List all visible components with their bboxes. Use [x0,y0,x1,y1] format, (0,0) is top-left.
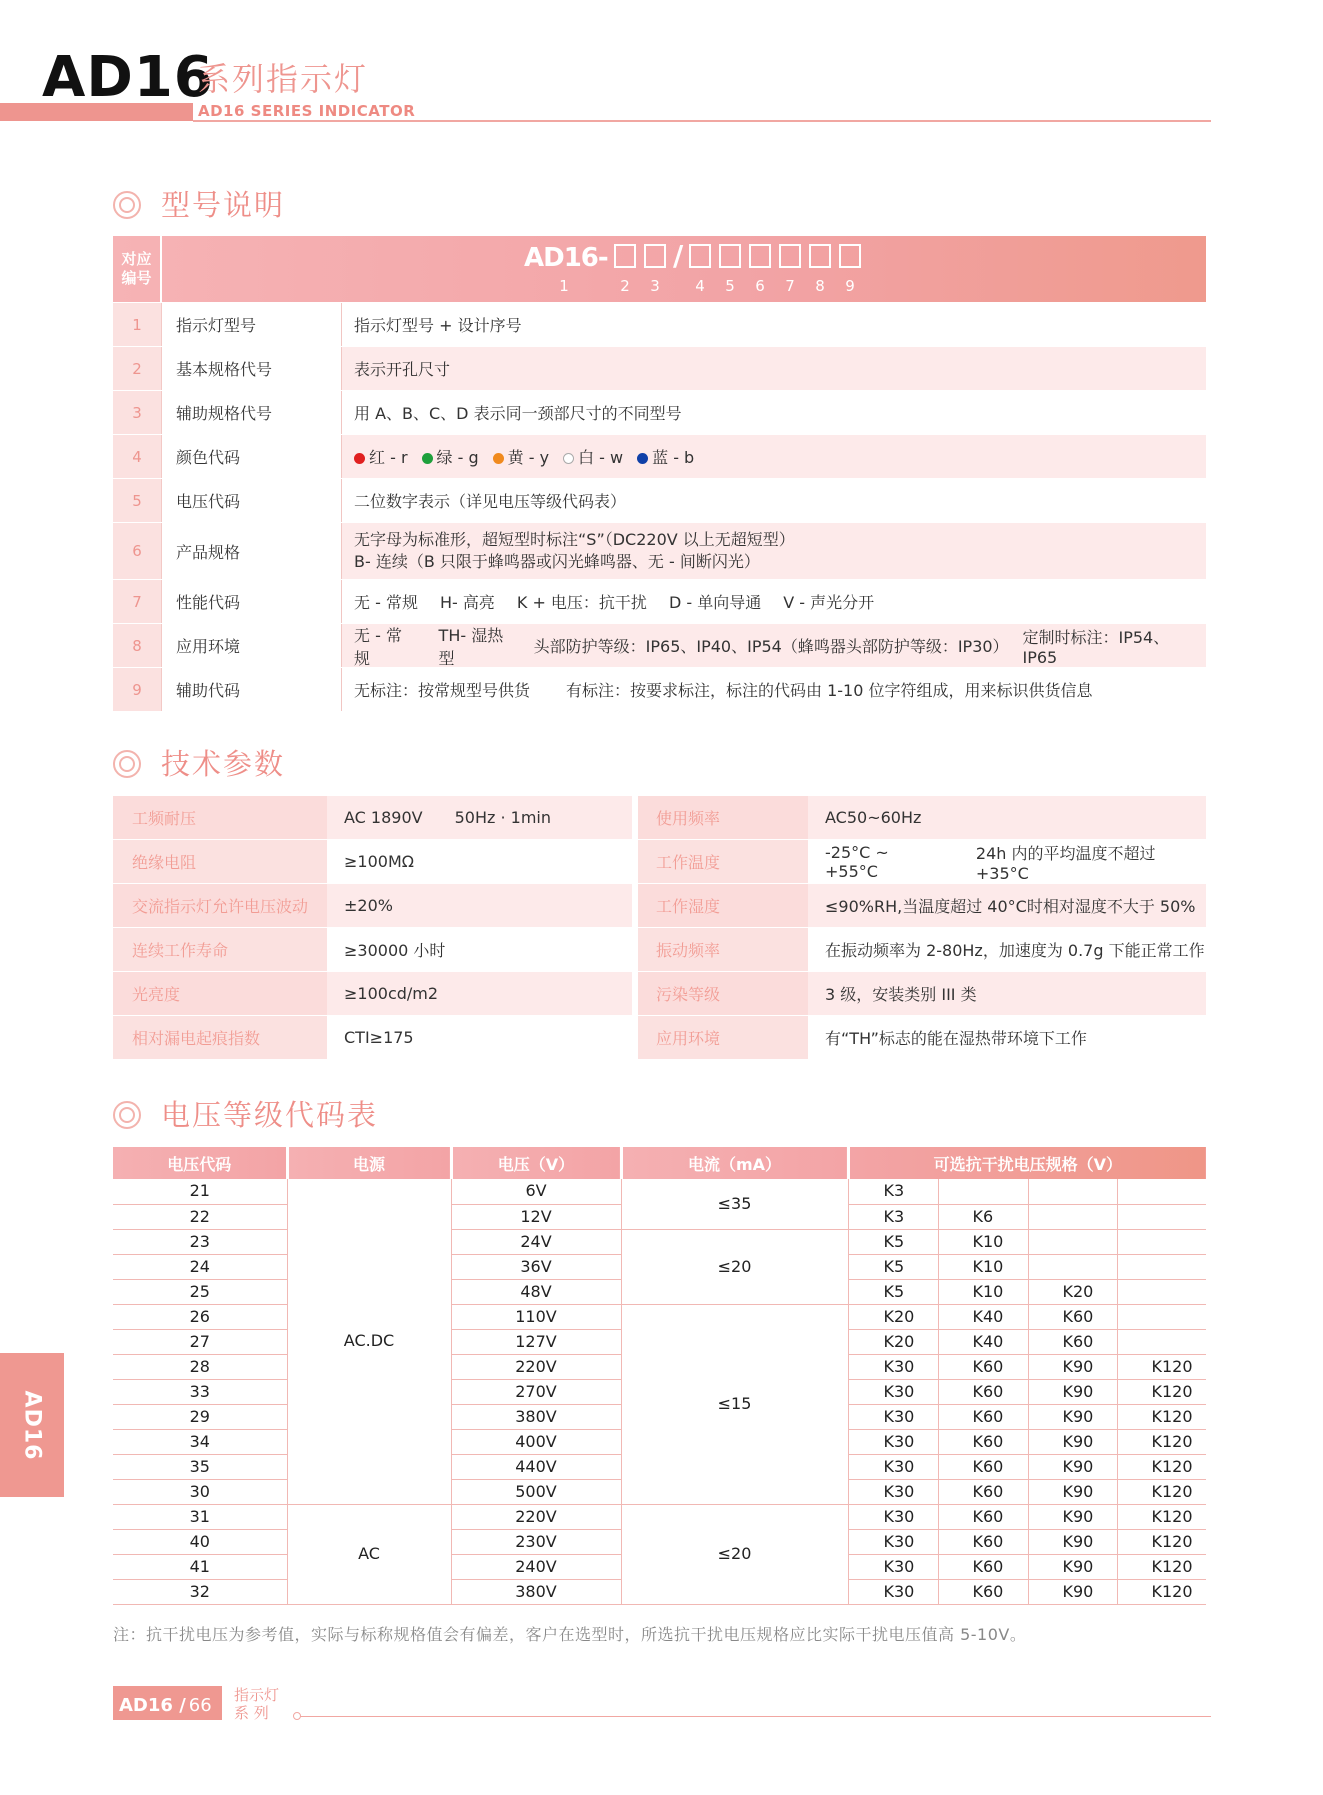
anti-interference-cell: K90 [1028,1529,1117,1554]
position-number: 3 [650,277,660,295]
anti-interference-cell [1028,1204,1117,1229]
anti-interference-cell: K90 [1028,1579,1117,1604]
section-title-model [113,188,285,222]
voltage-code-cell: 24 [113,1254,287,1279]
row-name: 基本规格代号 [162,347,342,390]
color-code-white [563,445,623,468]
voltage-code-cell: 34 [113,1429,287,1454]
anti-interference-cell: K10 [938,1279,1028,1304]
anti-interference-cell: K60 [938,1529,1028,1554]
anti-interference-cell: K6 [938,1204,1028,1229]
anti-interference-cell: K60 [938,1479,1028,1504]
row-name: 颜色代码 [162,435,342,478]
anti-interference-cell: K30 [848,1429,938,1454]
anti-interference-cell: K30 [848,1529,938,1554]
tech-row [113,840,1206,884]
param-label: 工作温度 [638,840,808,883]
model-row [113,667,1206,711]
param-value: ≥100MΩ [327,840,632,883]
row-part: 无标注：按常规型号供货 [354,681,531,700]
row-number: 7 [113,580,162,623]
anti-interference-cell [1028,1179,1117,1204]
model-code-prefix: AD16- [524,243,608,273]
row-number: 4 [113,435,162,478]
anti-interference-cell: K60 [938,1579,1028,1604]
anti-interference-cell: K30 [848,1579,938,1604]
anti-interference-cell [1117,1304,1206,1329]
anti-interference-cell: K30 [848,1379,938,1404]
anti-interference-cell: K120 [1117,1379,1206,1404]
voltage-cell: 270V [451,1379,621,1404]
anti-interference-cell: K40 [938,1329,1028,1354]
param-value: ≥100cd/m2 [327,972,632,1015]
voltage-cell: 440V [451,1454,621,1479]
anti-interference-cell: K30 [848,1504,938,1529]
voltage-code-cell: 21 [113,1179,287,1204]
row-number: 9 [113,668,162,711]
param-label: 交流指示灯允许电压波动 [113,884,327,927]
voltage-cell: 220V [451,1354,621,1379]
row-number: 6 [113,523,162,579]
position-number: 8 [815,277,825,295]
param-label: 相对漏电起痕指数 [113,1016,327,1059]
row-description-line: 无字母为标准形，超短型时标注“S”（DC220V 以上无超短型） [354,530,795,549]
param-value: ≤90%RH,当温度超过 40°C时相对湿度不大于 50% [808,884,1206,927]
section-title-voltage [113,1098,378,1132]
voltage-cell: 500V [451,1479,621,1504]
voltage-code-table [113,1147,1206,1605]
anti-interference-cell: K60 [938,1354,1028,1379]
row-number: 3 [113,391,162,434]
row-part: 无 - 常规 [354,625,402,668]
code-slot-box [749,244,771,268]
anti-interference-cell: K90 [1028,1354,1117,1379]
anti-interference-cell: K5 [848,1229,938,1254]
row-name: 应用环境 [162,624,342,667]
voltage-code-cell: 33 [113,1379,287,1404]
column-header: 可选抗干扰电压规格（V） [848,1147,1206,1179]
row-description [342,668,1206,711]
section-title-text: 电压等级代码表 [161,1098,379,1132]
voltage-code-cell: 29 [113,1404,287,1429]
anti-interference-cell: K20 [848,1304,938,1329]
row-part: K + 电压：抗干扰 [516,593,647,612]
voltage-code-cell: 23 [113,1229,287,1254]
current-cell: ≤15 [621,1304,848,1504]
table-row [113,1229,1206,1254]
tech-row [113,928,1206,972]
code-slot-box [839,244,861,268]
voltage-code-cell: 27 [113,1329,287,1354]
voltage-code-cell: 35 [113,1454,287,1479]
row-number: 2 [113,347,162,390]
white-dot-icon [563,453,574,464]
row-description [342,624,1206,667]
side-tab-label: AD16 [19,1390,45,1460]
anti-interference-cell: K30 [848,1354,938,1379]
power-source-cell: AC.DC [287,1179,451,1504]
color-label: 蓝 - b [652,448,695,467]
table-row [113,1179,1206,1204]
blue-dot-icon [637,453,648,464]
param-label: 绝缘电阻 [113,840,327,883]
anti-interference-cell: K120 [1117,1504,1206,1529]
anti-interference-cell: K120 [1117,1454,1206,1479]
column-header: 电压代码 [113,1147,287,1179]
anti-interference-cell: K90 [1028,1454,1117,1479]
anti-interference-cell: K10 [938,1254,1028,1279]
anti-interference-cell: K10 [938,1229,1028,1254]
tech-row [113,884,1206,928]
row-name: 辅助代码 [162,668,342,711]
row-description: 指示灯型号 + 设计序号 [342,303,1206,346]
code-slot-box [689,244,711,268]
side-tab [0,1353,64,1497]
param-value-part: 24h 内的平均温度不超过 +35°C [975,843,1156,883]
red-dot-icon [354,453,365,464]
row-part: TH- 湿热型 [438,625,504,668]
header-title: 系列指示灯 [198,60,369,98]
param-value: AC50~60Hz [808,796,1206,839]
anti-interference-cell: K20 [1028,1279,1117,1304]
footer-rule-dot [293,1712,301,1720]
position-number: 5 [725,277,735,295]
anti-interference-cell: K5 [848,1254,938,1279]
tech-params-table [113,796,1206,1060]
code-slot-box [719,244,741,268]
anti-interference-cell: K3 [848,1204,938,1229]
anti-interference-cell: K90 [1028,1554,1117,1579]
anti-interference-cell [1117,1229,1206,1254]
param-value: CTI≥175 [327,1016,632,1059]
param-label: 使用频率 [638,796,808,839]
anti-interference-cell: K5 [848,1279,938,1304]
index-header-line2: 编号 [121,269,152,287]
voltage-cell: 24V [451,1229,621,1254]
row-part: V - 声光分开 [783,593,875,612]
voltage-cell: 380V [451,1404,621,1429]
voltage-code-cell: 26 [113,1304,287,1329]
param-value [808,840,1206,883]
current-cell: ≤35 [621,1179,848,1229]
row-description: 二位数字表示（详见电压等级代码表） [342,479,1206,522]
anti-interference-cell: K120 [1117,1554,1206,1579]
model-row [113,522,1206,579]
row-number: 5 [113,479,162,522]
row-name: 性能代码 [162,580,342,623]
model-row [113,579,1206,623]
row-description-line: B- 连续（B 只限于蜂鸣器或闪光蜂鸣器、无 - 间断闪光） [354,552,760,571]
anti-interference-cell: K90 [1028,1379,1117,1404]
row-name: 指示灯型号 [162,303,342,346]
row-number: 8 [113,624,162,667]
model-table [113,236,1206,711]
row-name: 电压代码 [162,479,342,522]
voltage-cell: 240V [451,1554,621,1579]
voltage-cell: 220V [451,1504,621,1529]
code-slash: / [673,239,684,272]
section-title-text: 型号说明 [161,188,286,222]
anti-interference-cell: K20 [848,1329,938,1354]
voltage-cell: 110V [451,1304,621,1329]
param-label: 污染等级 [638,972,808,1015]
anti-interference-cell [1028,1254,1117,1279]
color-label: 红 - r [369,448,408,467]
anti-interference-cell: K90 [1028,1404,1117,1429]
header-rule [193,120,1211,122]
row-part: 定制时标注：IP54、 IP65 [1022,627,1170,667]
footer-page-box [113,1686,222,1720]
anti-interference-cell: K60 [1028,1304,1117,1329]
row-part: 头部防护等级：IP65、IP40、IP54（蜂鸣器头部防护等级：IP30） [533,637,1009,656]
row-name: 产品规格 [162,523,342,579]
param-label: 工频耐压 [113,796,327,839]
voltage-code-cell: 22 [113,1204,287,1229]
voltage-code-cell: 28 [113,1354,287,1379]
section-title-tech [113,747,285,781]
anti-interference-cell: K120 [1117,1529,1206,1554]
model-row [113,390,1206,434]
param-label: 振动频率 [638,928,808,971]
footer-code: AD16 / [119,1695,186,1716]
anti-interference-cell: K60 [938,1429,1028,1454]
position-number: 4 [695,277,705,295]
anti-interference-cell: K3 [848,1179,938,1204]
row-name: 辅助规格代号 [162,391,342,434]
page-number: 66 [188,1695,212,1716]
anti-interference-cell [1117,1279,1206,1304]
table-row [113,1304,1206,1329]
row-description [342,523,1206,579]
param-label: 连续工作寿命 [113,928,327,971]
voltage-code-cell: 25 [113,1279,287,1304]
model-row [113,434,1206,478]
param-value: 3 级，安装类别 III 类 [808,972,1206,1015]
index-column-header [113,236,162,302]
model-row [113,346,1206,390]
table-header-row [113,1147,1206,1179]
position-number: 9 [845,277,855,295]
voltage-cell: 230V [451,1529,621,1554]
anti-interference-cell [1117,1179,1206,1204]
row-part: D - 单向导通 [668,593,762,612]
color-label: 黄 - y [507,448,550,467]
current-cell: ≤20 [621,1504,848,1604]
current-cell: ≤20 [621,1229,848,1304]
color-code-red [354,445,408,468]
param-value: 有“TH”标志的能在湿热带环境下工作 [825,1029,1087,1048]
anti-interference-cell [1117,1254,1206,1279]
code-slot-box [779,244,801,268]
yellow-dot-icon [493,453,504,464]
circle-bullet-icon [113,1101,141,1129]
param-value: 在振动频率为 2-80Hz，加速度为 0.7g 下能正常工作 [825,941,1205,960]
anti-interference-cell: K60 [938,1454,1028,1479]
footer-label-line: 系 列 [234,1704,269,1722]
anti-interference-cell [938,1179,1028,1204]
row-number: 1 [113,303,162,346]
footer-label-line: 指示灯 [234,1686,280,1704]
anti-interference-cell: K120 [1117,1429,1206,1454]
index-header-line1: 对应 [121,250,152,268]
voltage-cell: 380V [451,1579,621,1604]
row-description [342,580,1206,623]
column-header: 电压（V） [451,1147,621,1179]
anti-interference-cell: K60 [938,1404,1028,1429]
anti-interference-cell: K60 [938,1379,1028,1404]
model-row [113,478,1206,522]
model-row [113,623,1206,667]
model-table-header [113,236,1206,302]
param-label: 应用环境 [638,1016,808,1059]
voltage-code-cell: 41 [113,1554,287,1579]
voltage-cell: 36V [451,1254,621,1279]
param-value: ±20% [327,884,632,927]
header-series-code: AD16 [42,45,214,110]
row-part: 无 - 常规 [354,593,418,612]
tech-row [113,796,1206,840]
param-value-part: -25°C ~ +55°C [825,842,889,881]
table-row [113,1504,1206,1529]
anti-interference-cell: K90 [1028,1504,1117,1529]
model-row [113,302,1206,346]
green-dot-icon [422,453,433,464]
header-subtitle: AD16 SERIES INDICATOR [198,102,416,120]
color-code-list [342,435,1206,478]
anti-interference-cell: K120 [1117,1579,1206,1604]
anti-interference-cell: K90 [1028,1429,1117,1454]
anti-interference-cell [1117,1329,1206,1354]
anti-interference-cell: K30 [848,1404,938,1429]
param-value-part: AC 1890V [344,808,423,827]
position-number: 1 [559,277,569,295]
circle-bullet-icon [113,750,141,778]
row-part: 有标注：按要求标注，标注的代码由 1-10 位字符组成，用来标识供货信息 [566,681,1093,700]
anti-interference-cell: K90 [1028,1479,1117,1504]
row-description: 表示开孔尺寸 [342,347,1206,390]
param-label: 光亮度 [113,972,327,1015]
voltage-code-cell: 31 [113,1504,287,1529]
anti-interference-cell: K120 [1117,1404,1206,1429]
row-part: H- 高亮 [439,593,495,612]
anti-interference-cell: K120 [1117,1479,1206,1504]
anti-interference-cell: K60 [938,1554,1028,1579]
anti-interference-cell: K30 [848,1454,938,1479]
footer-rule [300,1716,1211,1717]
voltage-code-cell: 40 [113,1529,287,1554]
anti-interference-cell: K60 [938,1504,1028,1529]
voltage-code-cell: 32 [113,1579,287,1604]
code-slot-box [644,244,666,268]
anti-interference-cell [1117,1204,1206,1229]
anti-interference-cell: K40 [938,1304,1028,1329]
circle-bullet-icon [113,191,141,219]
color-label: 白 - w [578,448,624,467]
model-code-pattern [162,236,1206,302]
color-code-green [422,445,479,468]
anti-interference-cell: K30 [848,1554,938,1579]
param-value: ≥30000 小时 [327,928,632,971]
color-code-blue [637,445,694,468]
position-number: 7 [785,277,795,295]
anti-interference-cell: K30 [848,1479,938,1504]
color-label: 绿 - g [436,448,479,467]
tech-row [113,972,1206,1016]
anti-interference-cell: K60 [1028,1329,1117,1354]
position-number: 2 [620,277,630,295]
section-title-text: 技术参数 [161,747,286,781]
anti-interference-cell [1028,1229,1117,1254]
voltage-cell: 400V [451,1429,621,1454]
voltage-cell: 127V [451,1329,621,1354]
column-header: 电源 [287,1147,451,1179]
footnote: 注：抗干扰电压为参考值，实际与标称规格值会有偏差，客户在选型时，所选抗干扰电压规格应比实际干扰电压值高 5-10V。 [113,1625,1027,1644]
param-value-part: 50Hz · 1min [454,808,551,827]
voltage-cell: 48V [451,1279,621,1304]
tech-row [113,1016,1206,1060]
row-description: 用 A、B、C、D 表示同一颈部尺寸的不同型号 [342,391,1206,434]
voltage-code-cell: 30 [113,1479,287,1504]
code-slot-box [809,244,831,268]
power-source-cell: AC [287,1504,451,1604]
voltage-cell: 6V [451,1179,621,1204]
position-number: 6 [755,277,765,295]
param-value [327,796,632,839]
column-header: 电流（mA） [621,1147,848,1179]
code-slot-box [614,244,636,268]
voltage-cell: 12V [451,1204,621,1229]
footer-label [234,1686,279,1722]
anti-interference-cell: K120 [1117,1354,1206,1379]
color-code-yellow [493,445,549,468]
param-label: 工作湿度 [638,884,808,927]
